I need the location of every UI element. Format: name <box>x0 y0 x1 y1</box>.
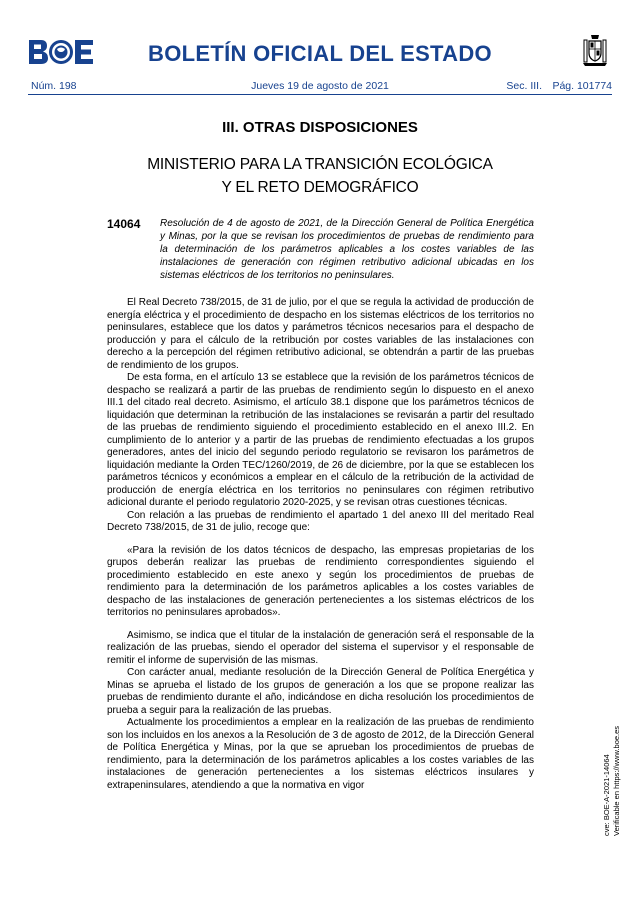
ministry-line-2: Y EL RETO DEMOGRÁFICO <box>221 179 419 196</box>
verification-link[interactable]: Verificable en https://www.boe.es <box>612 725 621 836</box>
paragraph: Asimismo, se indica que el titular de la instalación de generación será el responsable de la realización de las pruebas, siendo el operador del sistema el supervisor y el responsable de remitir el informe de supervisión de las mismas. <box>107 629 534 666</box>
quoted-text: «Para la revisión de los datos técnicos de despacho, las empresas propietarias de los grupos deberán realizar las pruebas de rendimiento correspondientes siguiendo el procedimiento establecido en este anexo y según los procedimientos de pruebas de rendimiento para la determinación de los parámetros aplicables a los costes variables de despacho de las instalaciones de generación pertenecientes a los sistemas eléctricos de los territorios no peninsulares aprobados». <box>107 544 534 618</box>
issue-number: Núm. 198 <box>31 80 77 92</box>
paragraph: Con carácter anual, mediante resolución de la Dirección General de Política Energética y Minas se aprueba el listado de los grupos de generación a los que se propone realizar las pruebas de rendimiento durante el año, indicándose en dicha resolución los procedimientos de prueba a seguir para la realización de las pruebas. <box>107 667 534 716</box>
section-code: Sec. III. <box>506 80 542 92</box>
ministry-line-1: MINISTERIO PARA LA TRANSICIÓN ECOLÓGICA <box>147 156 493 173</box>
paragraph: Con relación a las pruebas de rendimiento el apartado 1 del anexo III del meritado Real Decreto 738/2015, de 31 de julio, recoge que: <box>107 509 534 533</box>
paragraph: El Real Decreto 738/2015, de 31 de julio, por el que se regula la actividad de producción de energía eléctrica y el procedimiento de despacho en los sistemas eléctricos de los territorios no peninsulares, establece que los datos y parámetros técnicos necesarios para el despacho de producción y para el cálculo de la retribución por costes variables de las instalaciones con derecho a la percepción del régimen retributivo adicional, se obtendrán a partir de las pruebas de rendimiento de los grupos. <box>107 297 534 371</box>
section-title: III. OTRAS DISPOSICIONES <box>222 119 418 136</box>
page-number: Pág. 101774 <box>552 80 612 92</box>
paragraph: Actualmente los procedimientos a emplear en la realización de las pruebas de rendimiento son los incluidos en los anexos a la Resolución de 3 de agosto de 2012, de la Dirección General de Política Energética y Minas, por la que se aprueban los procedimientos de pruebas de rendimiento, para la determinación de los parámetros aplicables a los costes variables de las instalaciones de generación pertenecientes a los sistemas eléctricos insulares y extrapeninsulares, atendiendo a que la normativa en vigor <box>107 717 534 791</box>
document-body <box>107 297 534 792</box>
page-header <box>28 32 612 72</box>
header-rule <box>28 94 612 95</box>
verification-sidebar <box>602 726 622 836</box>
paragraph: De esta forma, en el artículo 13 se establece que la revisión de los parámetros técnicos de despacho se realizará a partir de las pruebas de rendimiento según lo dispuesto en el anexo III.1 del citado real decreto. Asimismo, el artículo 38.1 dispone que los parámetros técnicos de liquidación que determinan la retribución de las instalaciones se revisarán a partir del resultado de las pruebas de rendimiento siguiendo el procedimiento establecido en el anexo III.2. En cumplimiento de lo anterior y a partir de las pruebas de rendimiento efectuadas a los grupos generadores, antes del inicio del segundo periodo regulatorio se revisaron los parámetros de liquidación mediante la Orden TEC/1260/2019, de 26 de diciembre, por la que se establecen los parámetros técnicos y económicos a emplear en el cálculo de la retribución de la actividad de producción de energía eléctrica en los territorios no peninsulares con régimen retributivo adicional durante el periodo regulatorio 2020-2025, y se revisan otras cuestiones técnicas. <box>107 372 534 508</box>
ministry-heading <box>0 153 640 199</box>
resolution-summary: Resolución de 4 de agosto de 2021, de la Dirección General de Política Energética y Minas, por la que se revisan los procedimientos de pruebas de rendimiento para la determinación de los parámetros aplicables a los costes variables de las instalaciones de generación con régimen retributivo adicional ubicadas en los sistemas eléctricos de los territorios no peninsulares. <box>160 218 534 281</box>
resolution-number: 14064 <box>107 217 141 231</box>
issue-date: Jueves 19 de agosto de 2021 <box>251 80 389 92</box>
issue-meta <box>28 80 612 94</box>
coat-of-arms-icon <box>580 32 610 68</box>
publication-title: BOLETÍN OFICIAL DEL ESTADO <box>148 41 492 66</box>
cve-code: cve: BOE-A-2021-14064 <box>602 754 611 836</box>
